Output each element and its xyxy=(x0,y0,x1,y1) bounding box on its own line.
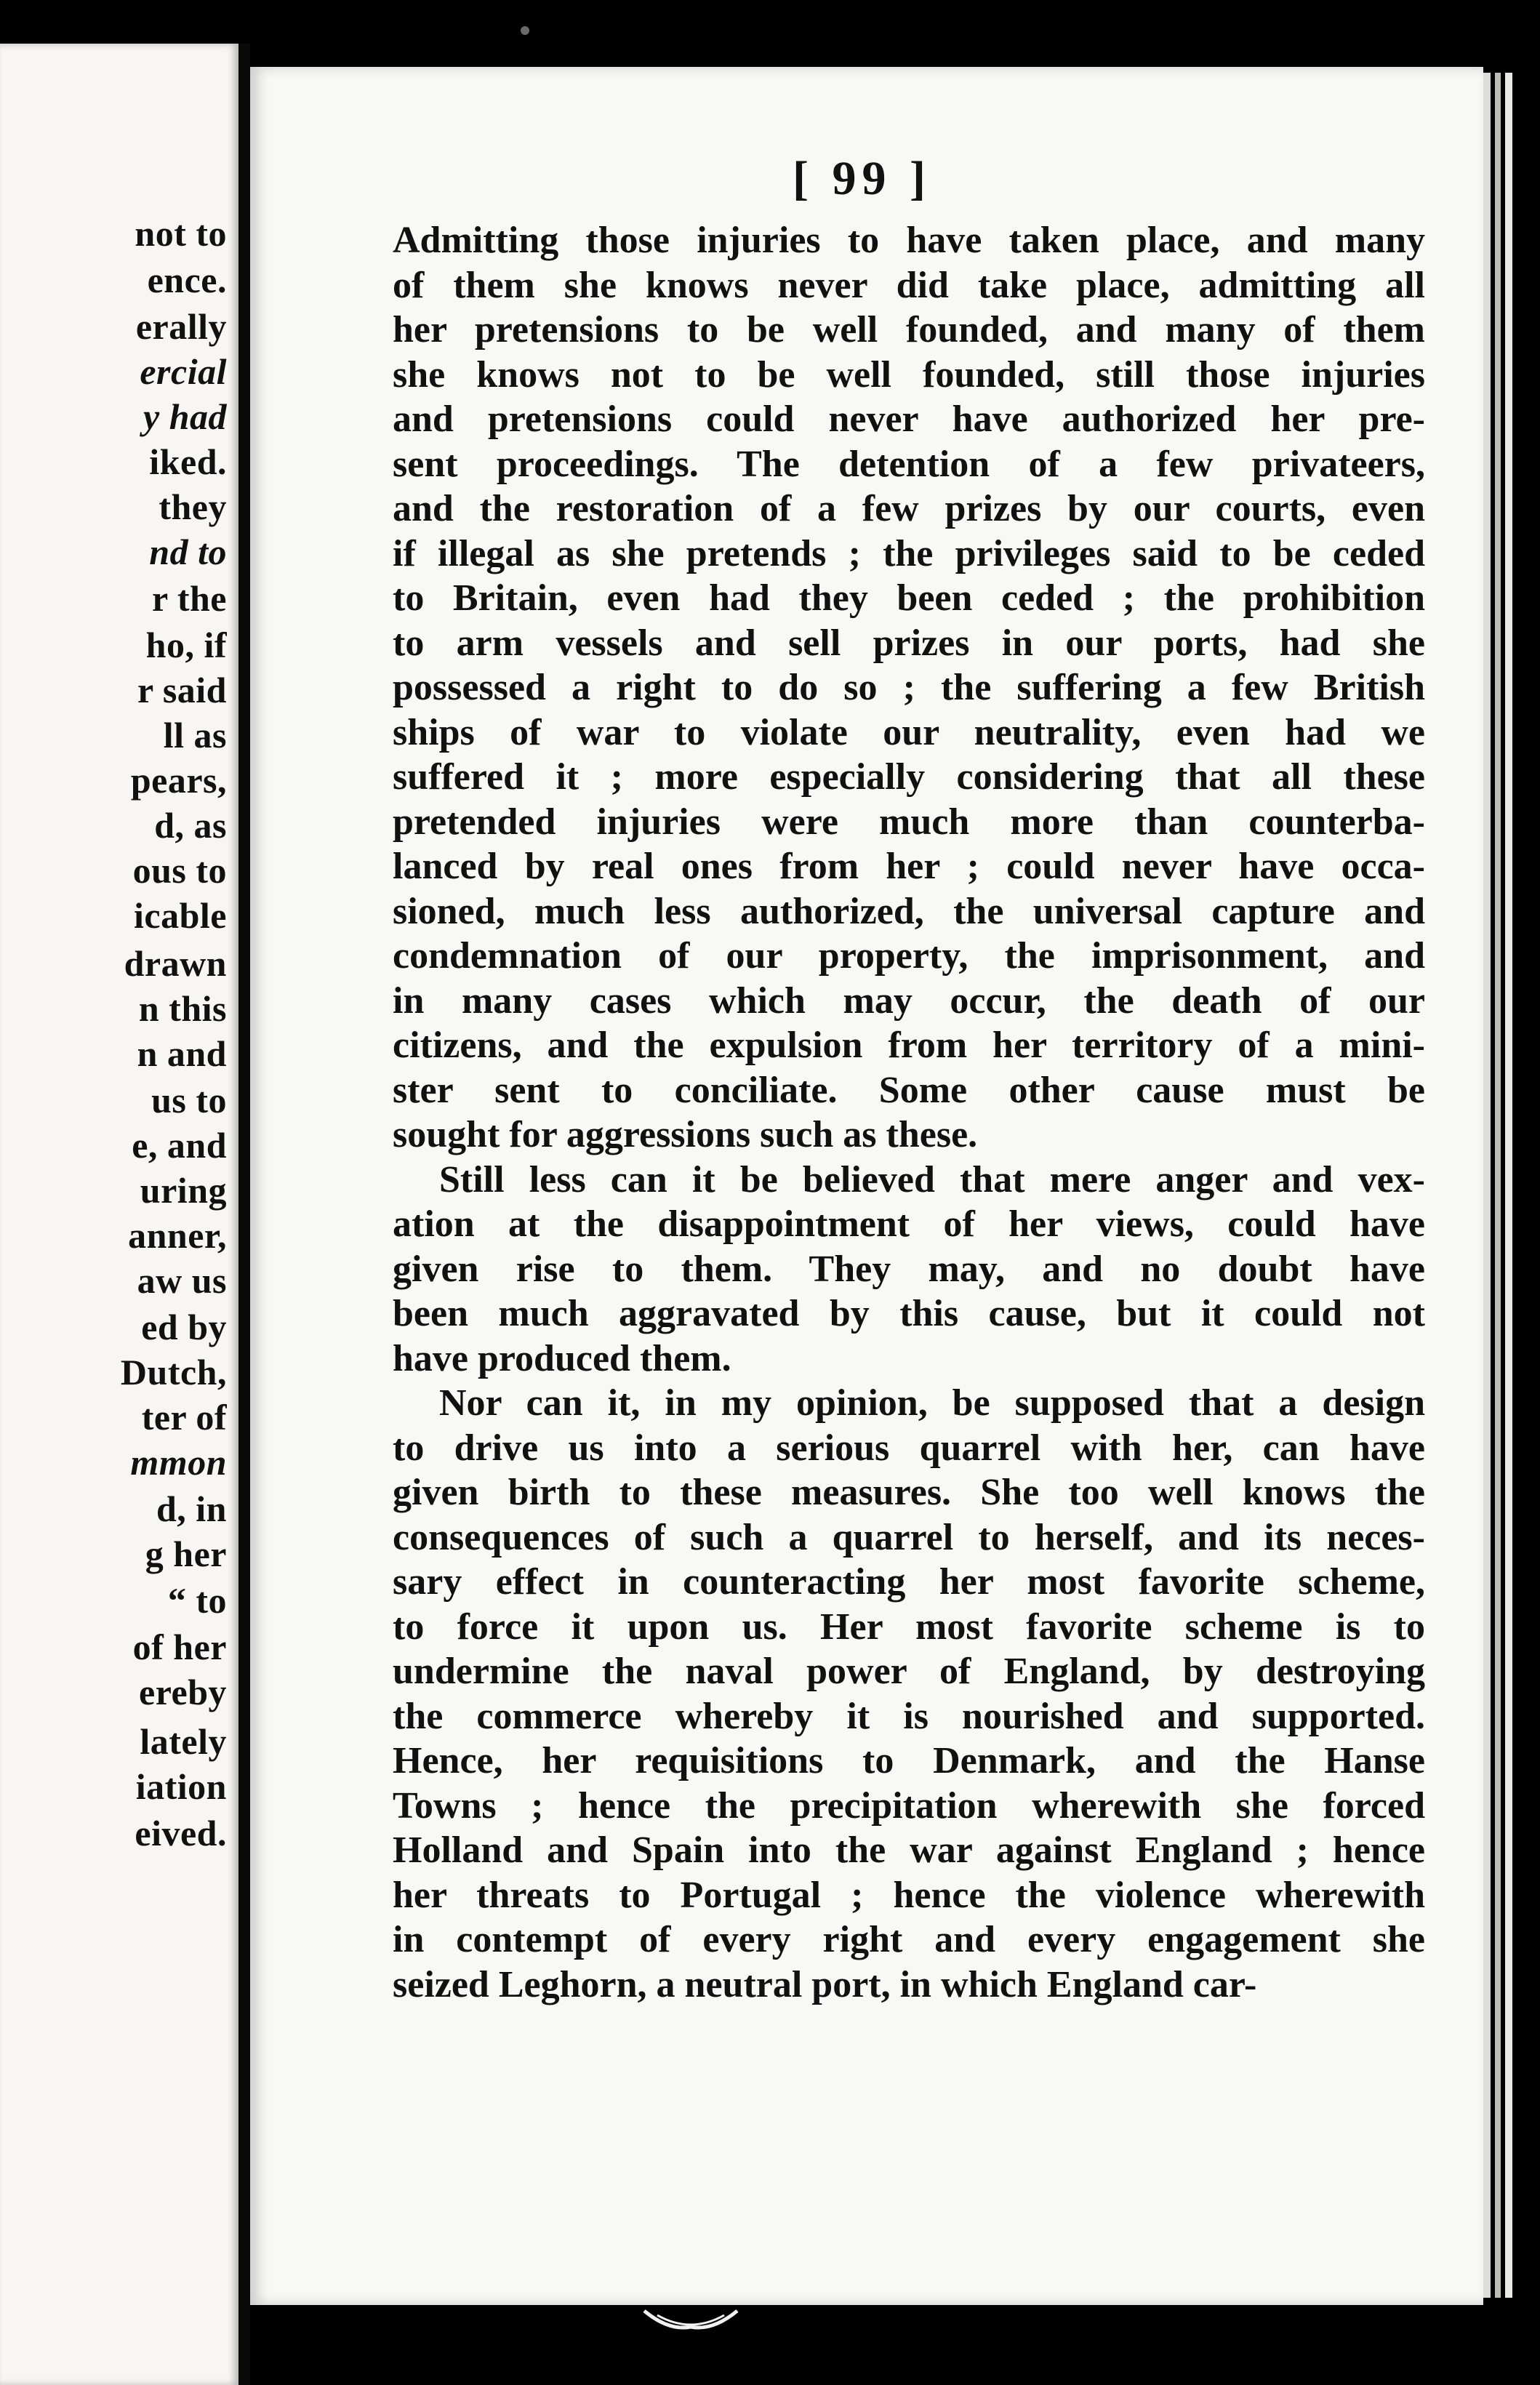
left-page-fragment: d, as xyxy=(154,805,227,846)
left-page-fragment: r said xyxy=(137,670,227,710)
left-page-fragment: e, and xyxy=(132,1125,227,1166)
text-line: to Britain, even had they been ceded ; the prohibition xyxy=(393,577,1425,619)
text-line: sary effect in counteracting her most favorite scheme, xyxy=(393,1561,1425,1603)
left-page-fragment: icable xyxy=(134,895,227,936)
text-line: ster sent to conciliate. Some other cause must be xyxy=(393,1069,1425,1111)
left-page-fragment: n and xyxy=(137,1033,227,1074)
text-line: ation at the disappointment of her views, could have xyxy=(393,1203,1425,1245)
text-line: her pretensions to be well founded, and many of them xyxy=(393,309,1425,350)
text-line: in contempt of every right and every engagement she xyxy=(393,1919,1425,1960)
text-line: sought for aggressions such as these. xyxy=(393,1114,978,1155)
text-line: Holland and Spain into the war against England ; hence xyxy=(393,1829,1425,1871)
left-page-fragment: anner, xyxy=(128,1215,227,1256)
text-line: and the restoration of a few prizes by our courts, even xyxy=(393,488,1425,529)
paragraph xyxy=(393,1381,1425,2007)
text-line: Admitting those injuries to have taken place, and many xyxy=(393,220,1425,261)
left-page-fragment: uring xyxy=(140,1170,227,1211)
text-line: and pretensions could never have authorized her pre- xyxy=(393,398,1425,440)
text-line: Towns ; hence the precipitation wherewith she forced xyxy=(393,1784,1425,1827)
left-page-fragment: erally xyxy=(135,306,227,347)
left-page-fragment: ll as xyxy=(163,715,227,755)
left-page-fragment: n this xyxy=(138,988,227,1029)
body-text xyxy=(393,218,1425,2007)
text-line: given rise to them. They may, and no doubt have xyxy=(393,1248,1425,1290)
text-line: to arm vessels and sell prizes in our ports, had she xyxy=(393,622,1425,664)
left-page-fragment: lately xyxy=(140,1721,227,1762)
left-page-fragment: r the xyxy=(152,578,227,619)
paragraph xyxy=(393,1158,1425,1382)
left-page-fragment: “ to xyxy=(167,1580,227,1621)
text-line: undermine the naval power of England, by destroying xyxy=(393,1651,1425,1692)
text-line: pretended injuries were much more than counterba- xyxy=(393,801,1425,843)
left-page-fragment: aw us xyxy=(137,1260,227,1301)
left-page-fragment: ho, if xyxy=(145,625,227,665)
text-line: if illegal as she pretends ; the privileges said to be ceded xyxy=(393,532,1425,574)
text-line: to drive us into a serious quarrel with her, can have xyxy=(393,1427,1425,1469)
left-page-fragment: us to xyxy=(151,1080,227,1121)
text-line: have produced them. xyxy=(393,1337,731,1379)
text-line: seized Leghorn, a neutral port, in which England car- xyxy=(393,1963,1257,2005)
left-page-fragment: eived. xyxy=(135,1813,227,1853)
text-line: condemnation of our property, the imprisonment, and xyxy=(393,935,1425,977)
text-line: suffered it ; more especially considering that all these xyxy=(393,756,1425,798)
left-page-fragment: ous to xyxy=(132,850,227,891)
left-page-fragment: Dutch, xyxy=(120,1352,227,1392)
left-page-fragment: they xyxy=(159,486,227,527)
left-page-fragment: y had xyxy=(143,396,227,437)
left-page-fragment: not to xyxy=(135,213,227,254)
left-page-fragment: ercial xyxy=(140,351,227,392)
left-page-fragment: pears, xyxy=(130,760,227,801)
left-page-fragment: iation xyxy=(135,1766,227,1807)
text-line: to force it upon us. Her most favorite scheme is to xyxy=(393,1606,1425,1648)
text-line: in many cases which may occur, the death of our xyxy=(393,979,1425,1022)
text-line: her threats to Portugal ; hence the violence wherewith xyxy=(393,1874,1425,1916)
paragraph xyxy=(393,218,1425,1158)
text-line: been much aggravated by this cause, but it could not xyxy=(393,1293,1425,1334)
text-line: she knows not to be well founded, still those injuries xyxy=(393,353,1425,396)
left-page-fragment: ereby xyxy=(139,1672,227,1712)
left-page-fragment: iked. xyxy=(149,441,227,482)
text-line: Still less can it be believed that mere anger and vex- xyxy=(439,1158,1425,1200)
left-page-fragment: ter of xyxy=(141,1397,227,1438)
left-page-fragment: ed by xyxy=(141,1307,227,1347)
text-line: of them she knows never did take place, admitting all xyxy=(393,264,1425,306)
text-line: sent proceedings. The detention of a few privateers, xyxy=(393,443,1425,485)
text-line: possessed a right to do so ; the suffering a few British xyxy=(393,667,1425,708)
text-line: Nor can it, in my opinion, be supposed that a design xyxy=(439,1382,1425,1424)
page-edge xyxy=(1495,73,1501,2298)
text-line: consequences of such a quarrel to herself, and its neces- xyxy=(393,1516,1425,1558)
left-page-fragment: g her xyxy=(145,1534,227,1574)
text-line: citizens, and the expulsion from her territory of a mini- xyxy=(393,1025,1425,1066)
text-line: ships of war to violate our neutrality, even had we xyxy=(393,711,1425,753)
left-page-fragment: d, in xyxy=(156,1488,227,1529)
left-page-fragment: drawn xyxy=(124,943,227,984)
left-page-fragment: nd to xyxy=(149,532,227,572)
page-edge xyxy=(1483,73,1491,2298)
left-page-fragment: ence. xyxy=(147,260,227,300)
left-page-fragment: of her xyxy=(132,1627,227,1667)
page-edge xyxy=(1505,73,1512,2298)
catchword-ornament-icon xyxy=(640,2305,742,2334)
left-page-fragment: mmon xyxy=(130,1442,227,1483)
text-line: sioned, much less authorized, the universal capture and xyxy=(393,890,1425,932)
book-spine xyxy=(238,44,250,2385)
text-line: the commerce whereby it is nourished and supported. xyxy=(393,1695,1425,1737)
text-line: given birth to these measures. She too well knows the xyxy=(393,1472,1425,1513)
scan-speck xyxy=(521,26,529,35)
left-page xyxy=(0,44,238,2385)
page-number: [ 99 ] xyxy=(793,152,931,205)
text-line: Hence, her requisitions to Denmark, and the Hanse xyxy=(393,1740,1425,1781)
text-line: lanced by real ones from her ; could never have occa- xyxy=(393,846,1425,887)
